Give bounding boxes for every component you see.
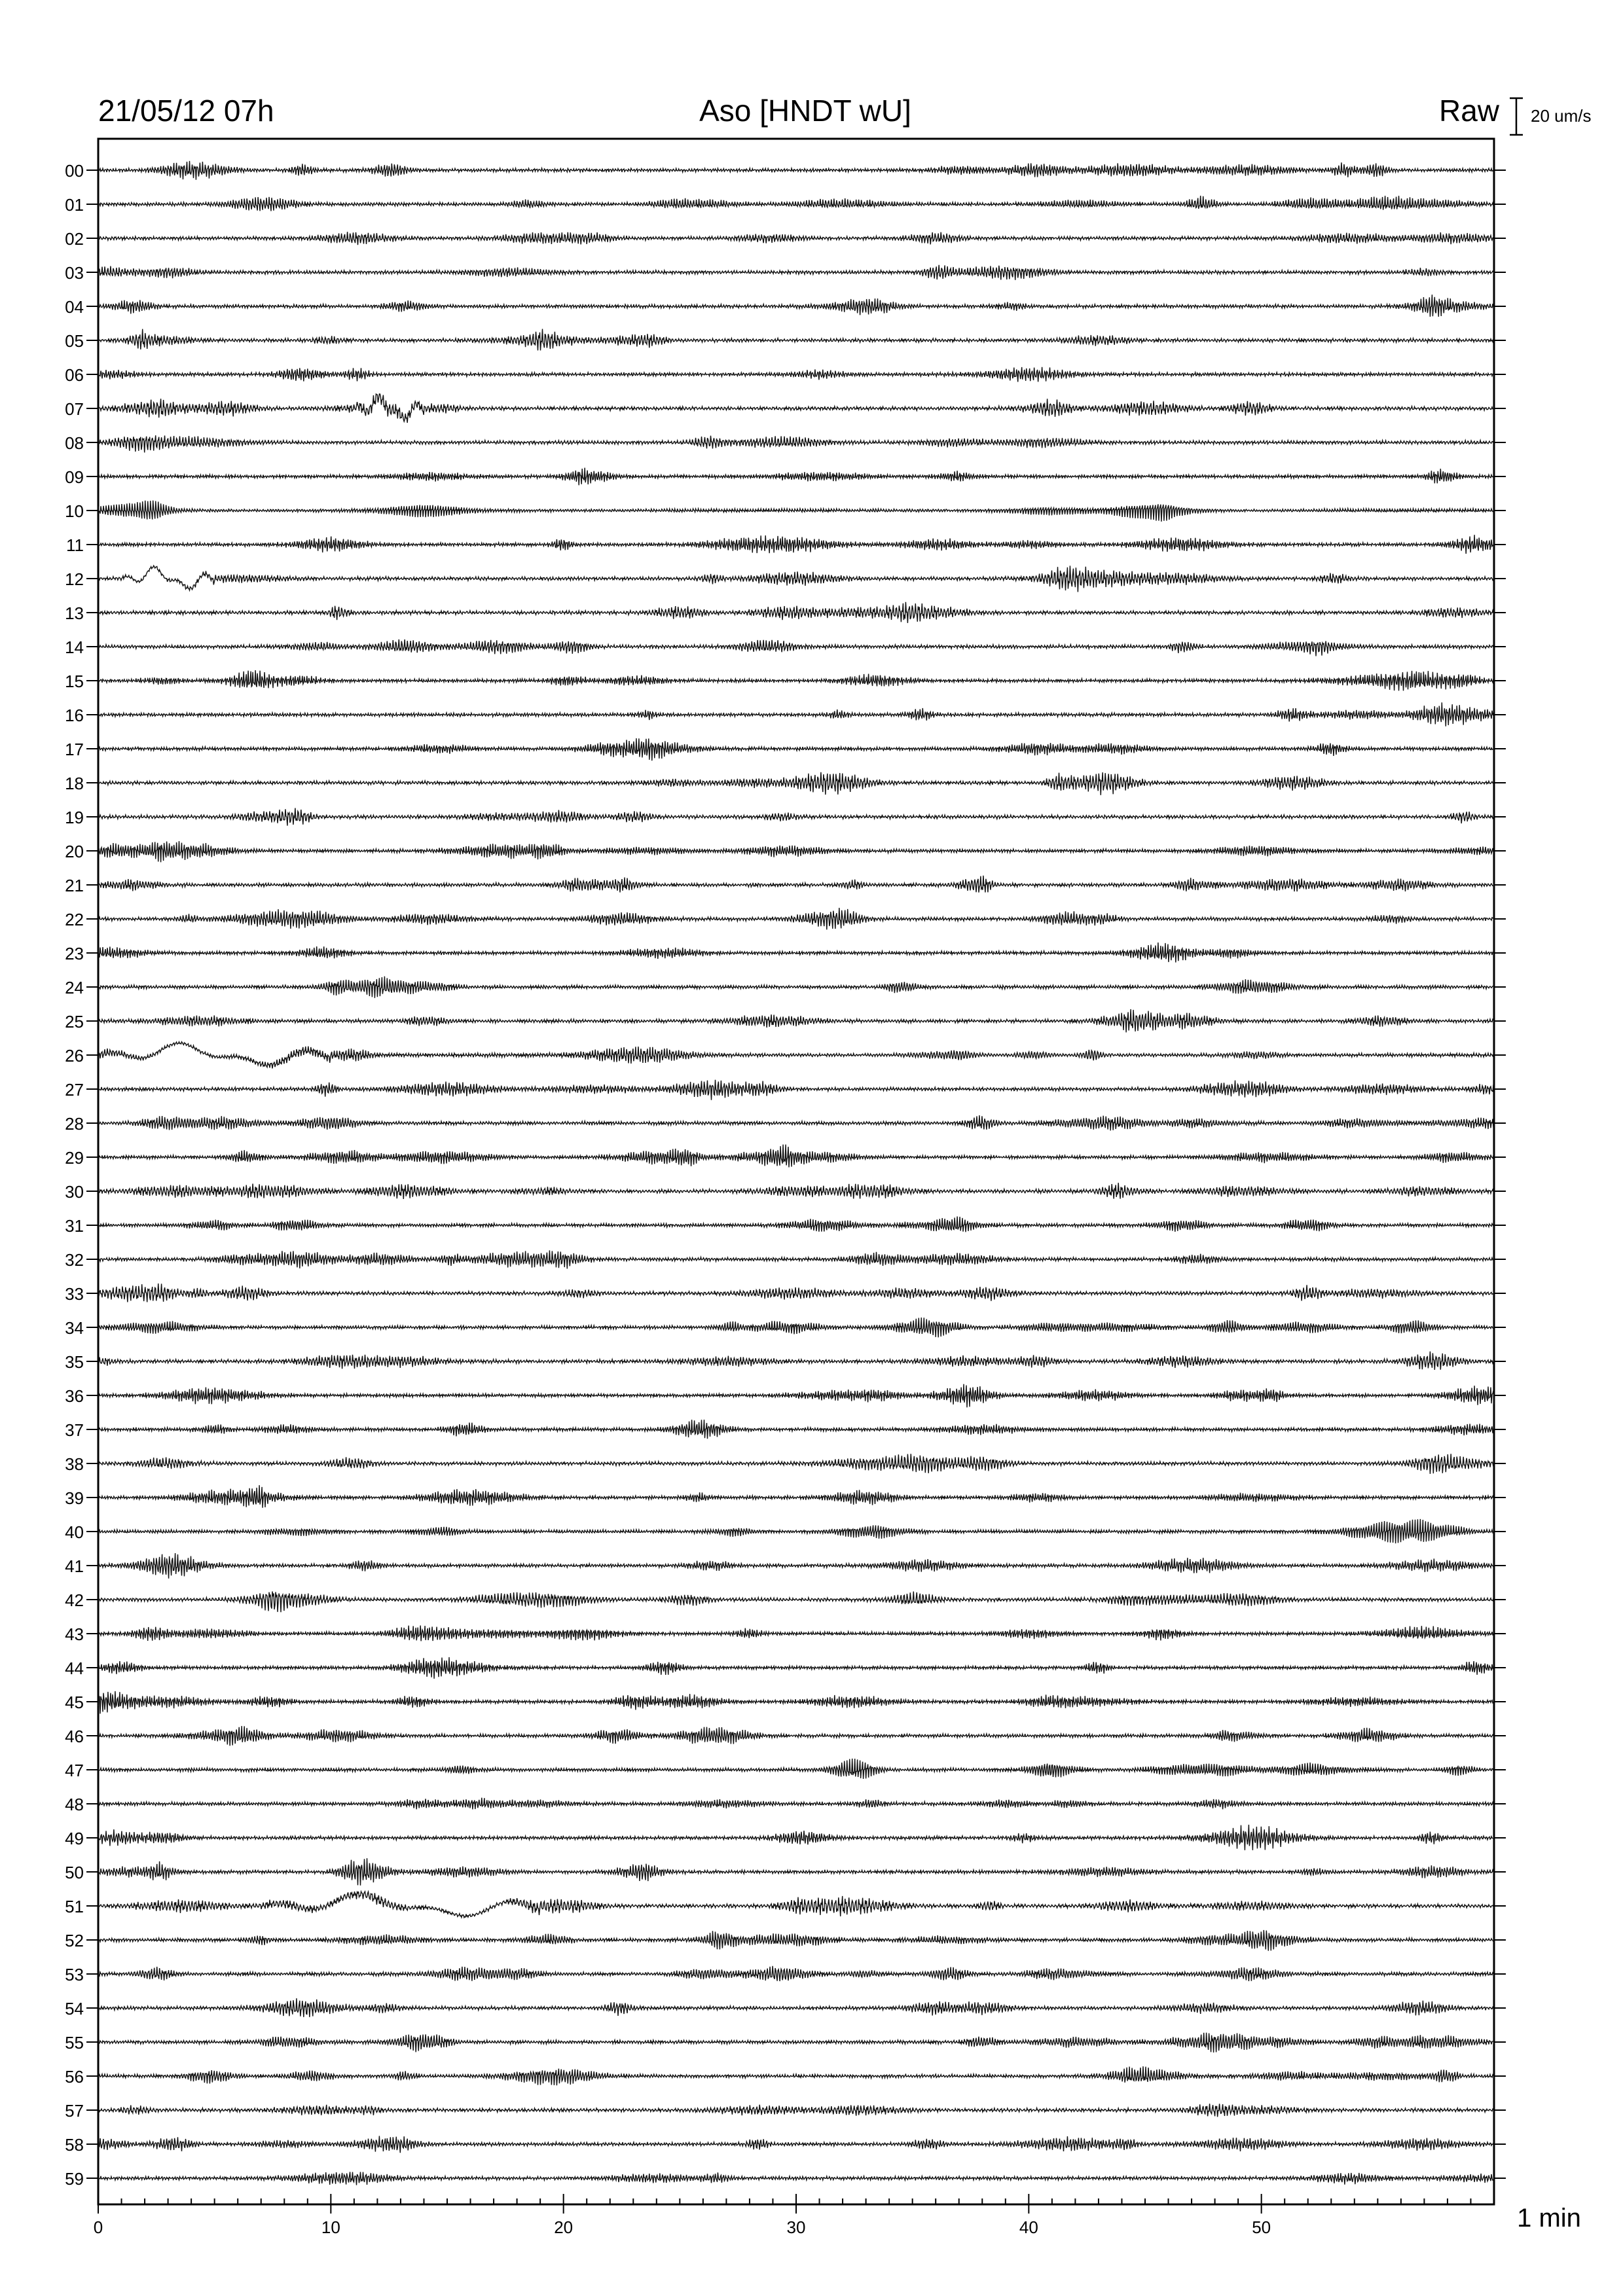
trace-row [98, 1454, 1494, 1474]
x-tick-label: 50 [1252, 2217, 1271, 2237]
row-label: 36 [65, 1386, 84, 1406]
trace-row [98, 1217, 1494, 1232]
row-label: 11 [66, 535, 84, 555]
trace-row [98, 1318, 1494, 1337]
trace-row [98, 1145, 1494, 1168]
row-label: 55 [65, 2033, 84, 2053]
trace-row [98, 1892, 1494, 1918]
trace-row [98, 1825, 1494, 1850]
trace-row [98, 670, 1494, 691]
trace-row [98, 535, 1494, 554]
row-label: 32 [65, 1250, 84, 1270]
trace-row [98, 808, 1494, 826]
trace-row [98, 639, 1494, 656]
row-label: 05 [65, 331, 84, 351]
trace-row [98, 942, 1494, 963]
trace-row [98, 161, 1494, 180]
row-label: 14 [65, 637, 84, 657]
row-label: 47 [65, 1761, 84, 1780]
row-label: 43 [65, 1624, 84, 1644]
row-label: 33 [65, 1284, 84, 1304]
trace-row [98, 1759, 1494, 1779]
trace-group [98, 161, 1494, 2185]
row-label: 53 [65, 1965, 84, 1984]
row-label: 16 [65, 706, 84, 725]
trace-row [98, 501, 1494, 522]
trace-row [98, 1553, 1494, 1579]
trace-row [98, 565, 1494, 592]
row-label: 01 [65, 195, 84, 215]
row-label: 52 [65, 1931, 84, 1950]
row-label: 51 [65, 1897, 84, 1916]
trace-row [98, 1485, 1494, 1508]
row-label: 48 [65, 1795, 84, 1814]
row-label: 27 [65, 1080, 84, 1100]
row-label: 04 [65, 297, 84, 317]
mode-label: Raw [1438, 94, 1499, 128]
trace-row [98, 1930, 1494, 1951]
plot-frame [98, 139, 1494, 2204]
row-label: 23 [65, 944, 84, 963]
row-label: 35 [65, 1352, 84, 1372]
trace-row [98, 1657, 1494, 1679]
row-label: 22 [65, 910, 84, 929]
row-label: 31 [65, 1216, 84, 1236]
trace-row [98, 1283, 1494, 1302]
datetime-label: 21/05/12 07h [98, 94, 274, 128]
row-label: 00 [65, 161, 84, 181]
row-label: 17 [65, 740, 84, 759]
scale-bar [1510, 98, 1523, 135]
trace-row [98, 772, 1494, 795]
trace-row [98, 738, 1494, 761]
trace-row [98, 196, 1494, 211]
trace-row [98, 602, 1494, 623]
trace-row [98, 1626, 1494, 1641]
x-tick-group [94, 2194, 1494, 2237]
x-axis-label: 1 min [1517, 2204, 1581, 2233]
trace-row [98, 1420, 1494, 1439]
row-label: 40 [65, 1522, 84, 1542]
row-label: 58 [65, 2135, 84, 2155]
row-label: 18 [65, 774, 84, 793]
row-label: 41 [65, 1556, 84, 1576]
trace-row [98, 2172, 1494, 2185]
trace-row [98, 2104, 1494, 2117]
trace-row [98, 841, 1494, 862]
row-label: 56 [65, 2067, 84, 2087]
trace-row [98, 1691, 1494, 1713]
trace-row [98, 1726, 1494, 1746]
trace-row [98, 2066, 1494, 2085]
row-label: 19 [65, 808, 84, 827]
trace-row [98, 468, 1494, 486]
trace-row [98, 1080, 1494, 1100]
row-label: 12 [65, 569, 84, 589]
trace-row [98, 1352, 1494, 1370]
row-label: 34 [65, 1318, 84, 1338]
x-tick-label: 0 [93, 2217, 103, 2237]
trace-row [98, 1384, 1494, 1408]
row-label: 06 [65, 365, 84, 385]
station-title: Aso [HNDT wU] [699, 94, 911, 128]
row-label: 29 [65, 1148, 84, 1168]
trace-row [98, 1998, 1494, 2017]
row-label: 09 [65, 467, 84, 487]
row-label: 07 [65, 399, 84, 419]
row-label: 54 [65, 1999, 84, 2018]
row-label-group [65, 161, 1506, 2189]
row-label: 30 [65, 1182, 84, 1202]
trace-row [98, 2033, 1494, 2053]
row-label: 44 [65, 1659, 84, 1678]
row-label: 08 [65, 433, 84, 453]
trace-row [98, 329, 1494, 351]
trace-row [98, 876, 1494, 893]
row-label: 45 [65, 1693, 84, 1712]
row-label: 39 [65, 1488, 84, 1508]
x-tick-label: 30 [786, 2217, 806, 2237]
row-label: 46 [65, 1727, 84, 1746]
row-label: 26 [65, 1046, 84, 1066]
trace-row [98, 908, 1494, 929]
trace-row [98, 435, 1494, 452]
x-tick-label: 20 [554, 2217, 574, 2237]
row-label: 49 [65, 1829, 84, 1848]
row-label: 25 [65, 1012, 84, 1031]
trace-row [98, 367, 1494, 382]
trace-row [98, 265, 1494, 280]
trace-row [98, 1115, 1494, 1130]
row-label: 42 [65, 1590, 84, 1610]
row-label: 15 [65, 672, 84, 691]
row-label: 24 [65, 978, 84, 997]
x-tick-label: 10 [321, 2217, 340, 2237]
row-label: 02 [65, 229, 84, 249]
trace-row [98, 1183, 1494, 1199]
trace-row [98, 1798, 1494, 1810]
row-label: 50 [65, 1863, 84, 1882]
x-tick-label: 40 [1019, 2217, 1038, 2237]
row-label: 28 [65, 1114, 84, 1134]
row-label: 21 [65, 876, 84, 895]
trace-row [98, 1592, 1494, 1613]
trace-row [98, 394, 1494, 423]
row-label: 37 [65, 1420, 84, 1440]
trace-row [98, 1858, 1494, 1886]
trace-row [98, 232, 1494, 245]
row-label: 38 [65, 1454, 84, 1474]
trace-row [98, 2136, 1494, 2153]
trace-row [98, 1009, 1494, 1033]
row-label: 20 [65, 842, 84, 861]
trace-row [98, 1519, 1494, 1543]
scale-label: 20 um/s [1531, 106, 1592, 126]
trace-row [98, 1966, 1494, 1981]
row-label: 10 [65, 501, 84, 521]
row-label: 13 [65, 603, 84, 623]
row-label: 59 [65, 2169, 84, 2189]
trace-row [98, 977, 1494, 998]
row-label: 03 [65, 263, 84, 283]
trace-row [98, 295, 1494, 317]
row-label: 57 [65, 2101, 84, 2121]
trace-row [98, 1250, 1494, 1268]
trace-row [98, 1042, 1494, 1069]
trace-row [98, 702, 1494, 726]
